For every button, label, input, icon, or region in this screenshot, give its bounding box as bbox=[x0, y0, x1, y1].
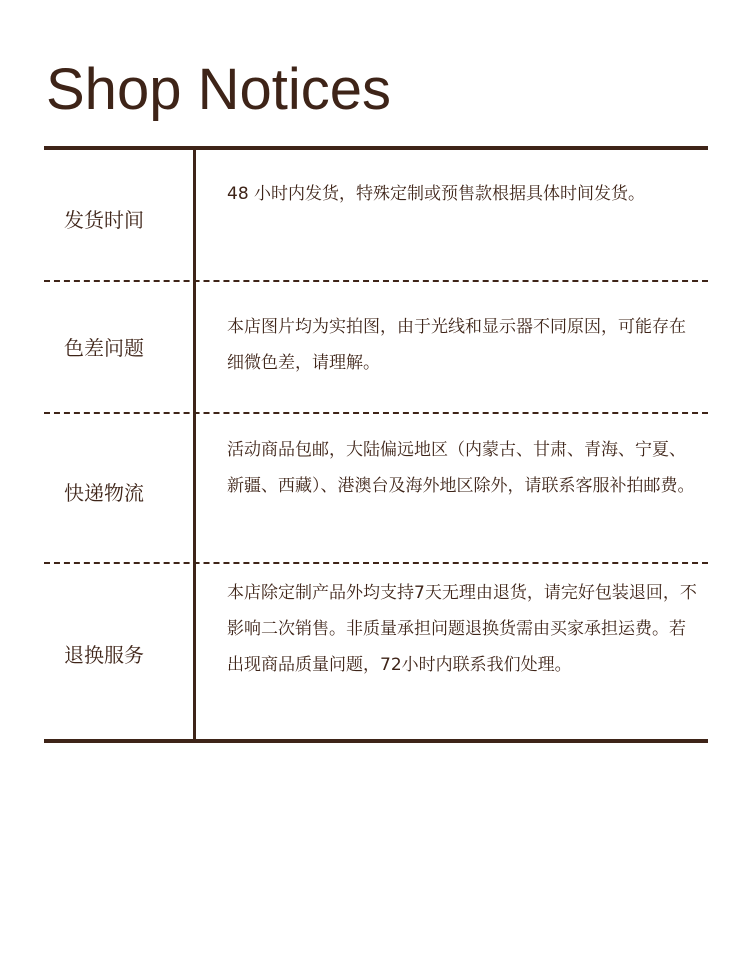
notice-row-shipping-time bbox=[44, 150, 708, 282]
page-title: Shop Notices bbox=[46, 57, 391, 122]
row-text: 48 小时内发货，特殊定制或预售款根据具体时间发货。 bbox=[227, 184, 646, 204]
row-label: 发货时间 bbox=[64, 208, 144, 232]
row-text: 活动商品包邮，大陆偏远地区（内蒙古、甘肃、青海、宁夏、新疆、西藏）、港澳台及海外地区除外，请联系客服补拍邮费。 bbox=[227, 440, 695, 496]
notice-row-logistics bbox=[44, 414, 708, 564]
notice-table bbox=[44, 146, 708, 743]
row-text: 本店图片均为实拍图，由于光线和显示器不同原因，可能存在细微色差，请理解。 bbox=[227, 317, 686, 373]
row-label: 色差问题 bbox=[64, 336, 144, 360]
notice-row-color-difference bbox=[44, 282, 708, 414]
row-text: 本店除定制产品外均支持7天无理由退货，请完好包装退回，不影响二次销售。非质量承担问题退换货需由买家承担运费。若出现商品质量问题，72小时内联系我们处理。 bbox=[227, 583, 697, 675]
row-label: 快递物流 bbox=[64, 481, 144, 505]
row-label: 退换服务 bbox=[64, 643, 144, 667]
notice-row-returns bbox=[44, 564, 708, 743]
